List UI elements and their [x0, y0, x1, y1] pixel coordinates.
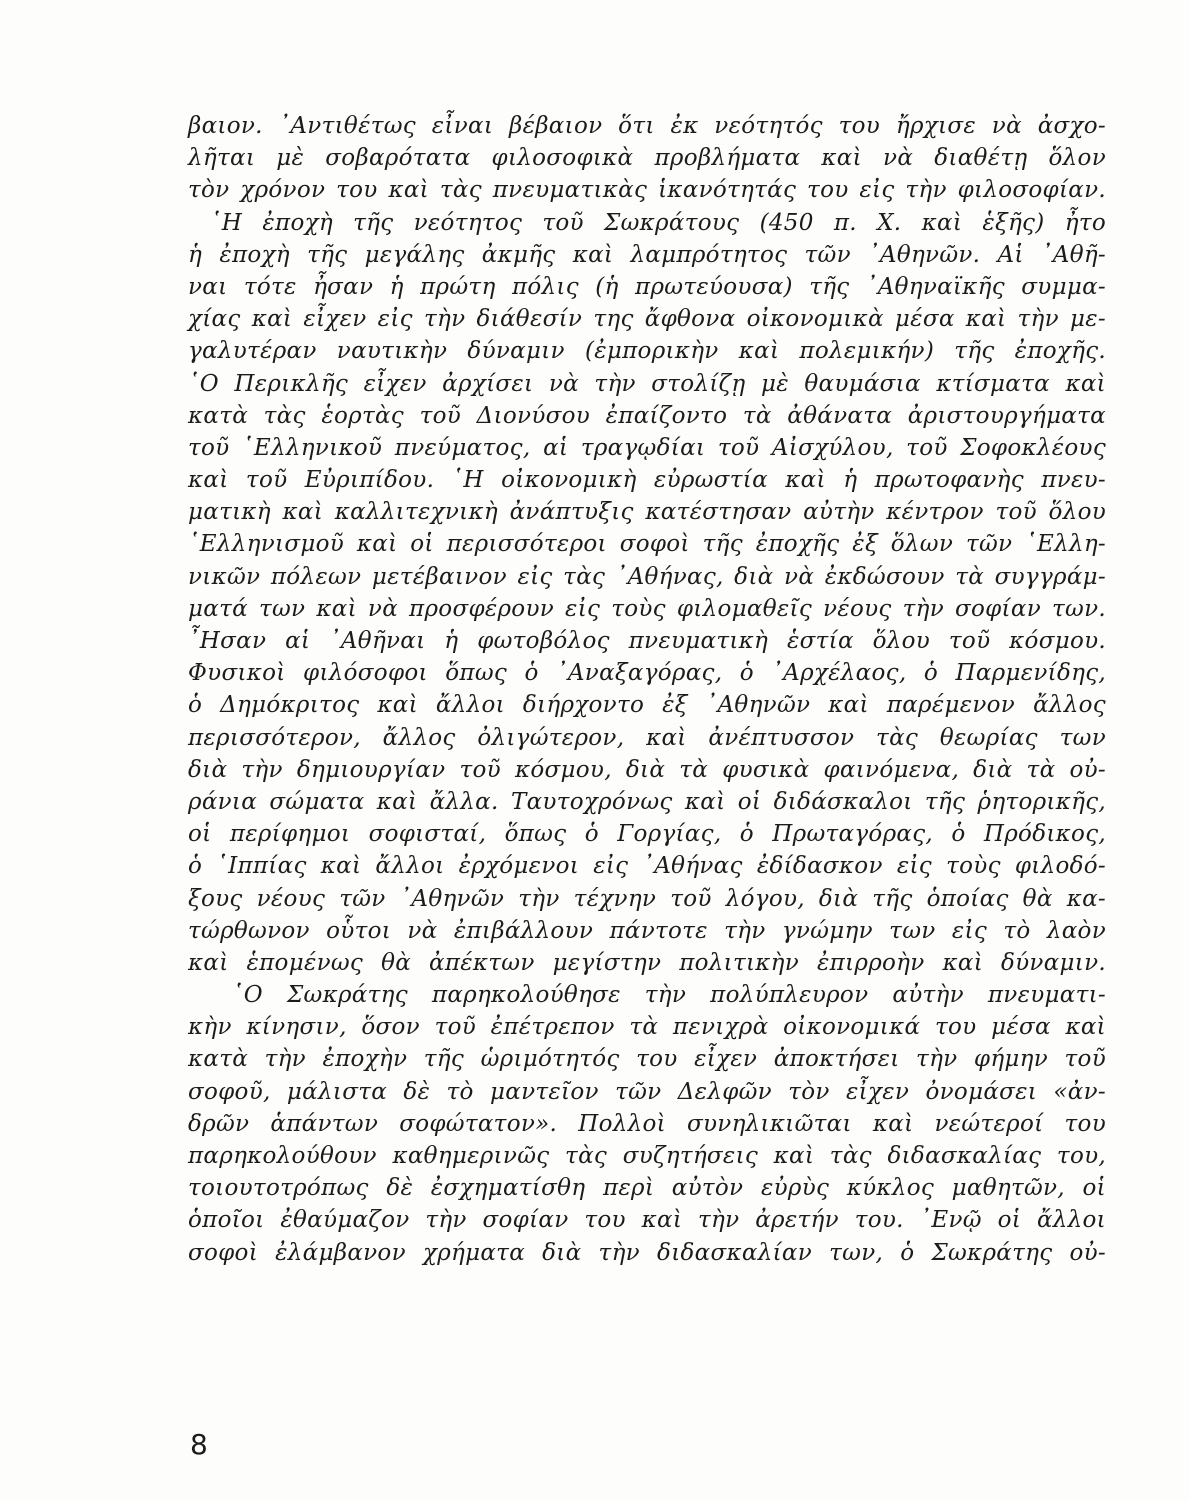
- page-number: 8: [190, 1428, 208, 1461]
- text-line: καὶ ἑπομένως θὰ ἀπέκτων μεγίστην πολιτικὴν ἐπιρροὴν καὶ δύναμιν.: [188, 949, 1106, 976]
- text-line: τοιουτοτρόπως δὲ ἐσχηματίσθη περὶ αὐτὸν εὐρὺς κύκλος μαθητῶν, οἱ: [188, 1175, 1106, 1202]
- text-line: ὁποῖοι ἐθαύμαζον τὴν σοφίαν του καὶ τὴν ἀρετήν του. ᾿Ενῷ οἱ ἄλλοι: [188, 1207, 1106, 1234]
- text-line: λῆται μὲ σοβαρότατα φιλοσοφικὰ προβλήματα καὶ νὰ διαθέτῃ ὅλον: [188, 145, 1106, 172]
- text-line: ῾Η ἐποχὴ τῆς νεότητος τοῦ Σωκράτους (450 π. Χ. καὶ ἑξῆς) ἦτο: [210, 209, 1106, 236]
- text-line: ἡ ἐποχὴ τῆς μεγάλης ἀκμῆς καὶ λαμπρότητος τῶν ᾿Αθηνῶν. Αἱ ᾿Αθῆ-: [188, 241, 1106, 268]
- text-line: γαλυτέραν ναυτικὴν δύναμιν (ἐμπορικὴν καὶ πολεμικήν) τῆς ἐποχῆς.: [188, 338, 1106, 365]
- text-line: ράνια σώματα καὶ ἄλλα. Ταυτοχρόνως καὶ οἱ διδάσκαλοι τῆς ῥητορικῆς,: [188, 788, 1106, 815]
- text-line: ματά των καὶ νὰ προσφέρουν εἰς τοὺς φιλομαθεῖς νέους τὴν σοφίαν των.: [188, 595, 1106, 622]
- text-line: οἱ περίφημοι σοφισταί, ὅπως ὁ Γοργίας, ὁ Πρωταγόρας, ὁ Πρόδικος,: [188, 821, 1106, 848]
- text-line: ματικὴ καὶ καλλιτεχνικὴ ἀνάπτυξις κατέστησαν αὐτὴν κέντρον τοῦ ὅλου: [188, 499, 1106, 526]
- text-line: ξους νέους τῶν ᾿Αθηνῶν τὴν τέχνην τοῦ λόγου, διὰ τῆς ὁποίας θὰ κα-: [188, 885, 1106, 912]
- text-line: νικῶν πόλεων μετέβαινον εἰς τὰς ᾿Αθήνας, διὰ νὰ ἐκδώσουν τὰ συγγράμ-: [188, 563, 1106, 590]
- text-line: χίας καὶ εἶχεν εἰς τὴν διάθεσίν της ἄφθονα οἰκονομικὰ μέσα καὶ τὴν με-: [188, 306, 1106, 333]
- text-line: σοφοῦ, μάλιστα δὲ τὸ μαντεῖον τῶν Δελφῶν τὸν εἶχεν ὀνομάσει «ἀν-: [188, 1078, 1106, 1105]
- text-line: καὶ τοῦ Εὐριπίδου. ῾Η οἰκονομικὴ εὐρωστία καὶ ἡ πρωτοφανὴς πνευ-: [188, 467, 1106, 494]
- text-line: σοφοὶ ἐλάμβανον χρήματα διὰ τὴν διδασκαλίαν των, ὁ Σωκράτης οὐ-: [188, 1239, 1106, 1266]
- text-line: τώρθωνον οὗτοι νὰ ἐπιβάλλουν πάντοτε τὴν γνώμην των εἰς τὸ λαὸν: [188, 917, 1106, 944]
- text-line: βαιον. ᾿Αντιθέτως εἶναι βέβαιον ὅτι ἐκ νεότητός του ἤρχισε νὰ ἀσχο-: [188, 113, 1106, 139]
- text-line: διὰ τὴν δημιουργίαν τοῦ κόσμου, διὰ τὰ φυσικὰ φαινόμενα, διὰ τὰ οὐ-: [188, 756, 1106, 783]
- text-line: ὁ Δημόκριτος καὶ ἄλλοι διήρχοντο ἐξ ᾿Αθηνῶν καὶ παρέμενον ἄλλος: [188, 692, 1106, 719]
- text-line: ναι τότε ἦσαν ἡ πρώτη πόλις (ἡ πρωτεύουσα) τῆς ᾿Αθηναϊκῆς συμμα-: [188, 273, 1106, 300]
- text-line: ῾Ελληνισμοῦ καὶ οἱ περισσότεροι σοφοὶ τῆς ἐποχῆς ἐξ ὅλων τῶν ῾Ελλη-: [188, 531, 1106, 558]
- text-line: τὸν χρόνον του καὶ τὰς πνευματικὰς ἱκανότητάς του εἰς τὴν φιλοσοφίαν.: [188, 177, 1106, 204]
- text-line: δρῶν ἁπάντων σοφώτατον». Πολλοὶ συνηλικιῶται καὶ νεώτεροί του: [188, 1110, 1106, 1137]
- text-line: κατὰ τὴν ἐποχὴν τῆς ὡριμότητός του εἶχεν ἀποκτήσει τὴν φήμην τοῦ: [188, 1046, 1106, 1073]
- text-line: κατὰ τὰς ἑορτὰς τοῦ Διονύσου ἐπαίζοντο τὰ ἀθάνατα ἀριστουργήματα: [188, 402, 1106, 429]
- text-line: παρηκολούθουν καθημερινῶς τὰς συζητήσεις καὶ τὰς διδασκαλίας του,: [188, 1143, 1106, 1169]
- text-line: κὴν κίνησιν, ὅσον τοῦ ἐπέτρεπον τὰ πενιχρὰ οἰκονομικά του μέσα καὶ: [188, 1014, 1106, 1041]
- text-line: τοῦ ῾Ελληνικοῦ πνεύματος, αἱ τραγῳδίαι τοῦ Αἰσχύλου, τοῦ Σοφοκλέους: [188, 434, 1106, 461]
- text-line: Φυσικοὶ φιλόσοφοι ὅπως ὁ ᾿Αναξαγόρας, ὁ ᾿Αρχέλαος, ὁ Παρμενίδης,: [188, 660, 1106, 687]
- text-line: ῏Ησαν αἱ ᾿Αθῆναι ἡ φωτοβόλος πνευματικὴ ἑστία ὅλου τοῦ κόσμου.: [188, 628, 1106, 654]
- text-line: ῾Ο Σωκράτης παρηκολούθησε τὴν πολύπλευρον αὐτὴν πνευματι-: [232, 982, 1106, 1009]
- text-line: περισσότερον, ἄλλος ὀλιγώτερον, καὶ ἀνέπτυσσον τὰς θεωρίας των: [188, 724, 1106, 751]
- page-body-text: [188, 110, 1106, 1269]
- text-line: ὁ ῾Ιππίας καὶ ἄλλοι ἐρχόμενοι εἰς ᾿Αθήνας ἐδίδασκον εἰς τοὺς φιλοδό-: [188, 853, 1106, 880]
- text-line: ῾Ο Περικλῆς εἶχεν ἀρχίσει νὰ τὴν στολίζῃ μὲ θαυμάσια κτίσματα καὶ: [188, 370, 1106, 397]
